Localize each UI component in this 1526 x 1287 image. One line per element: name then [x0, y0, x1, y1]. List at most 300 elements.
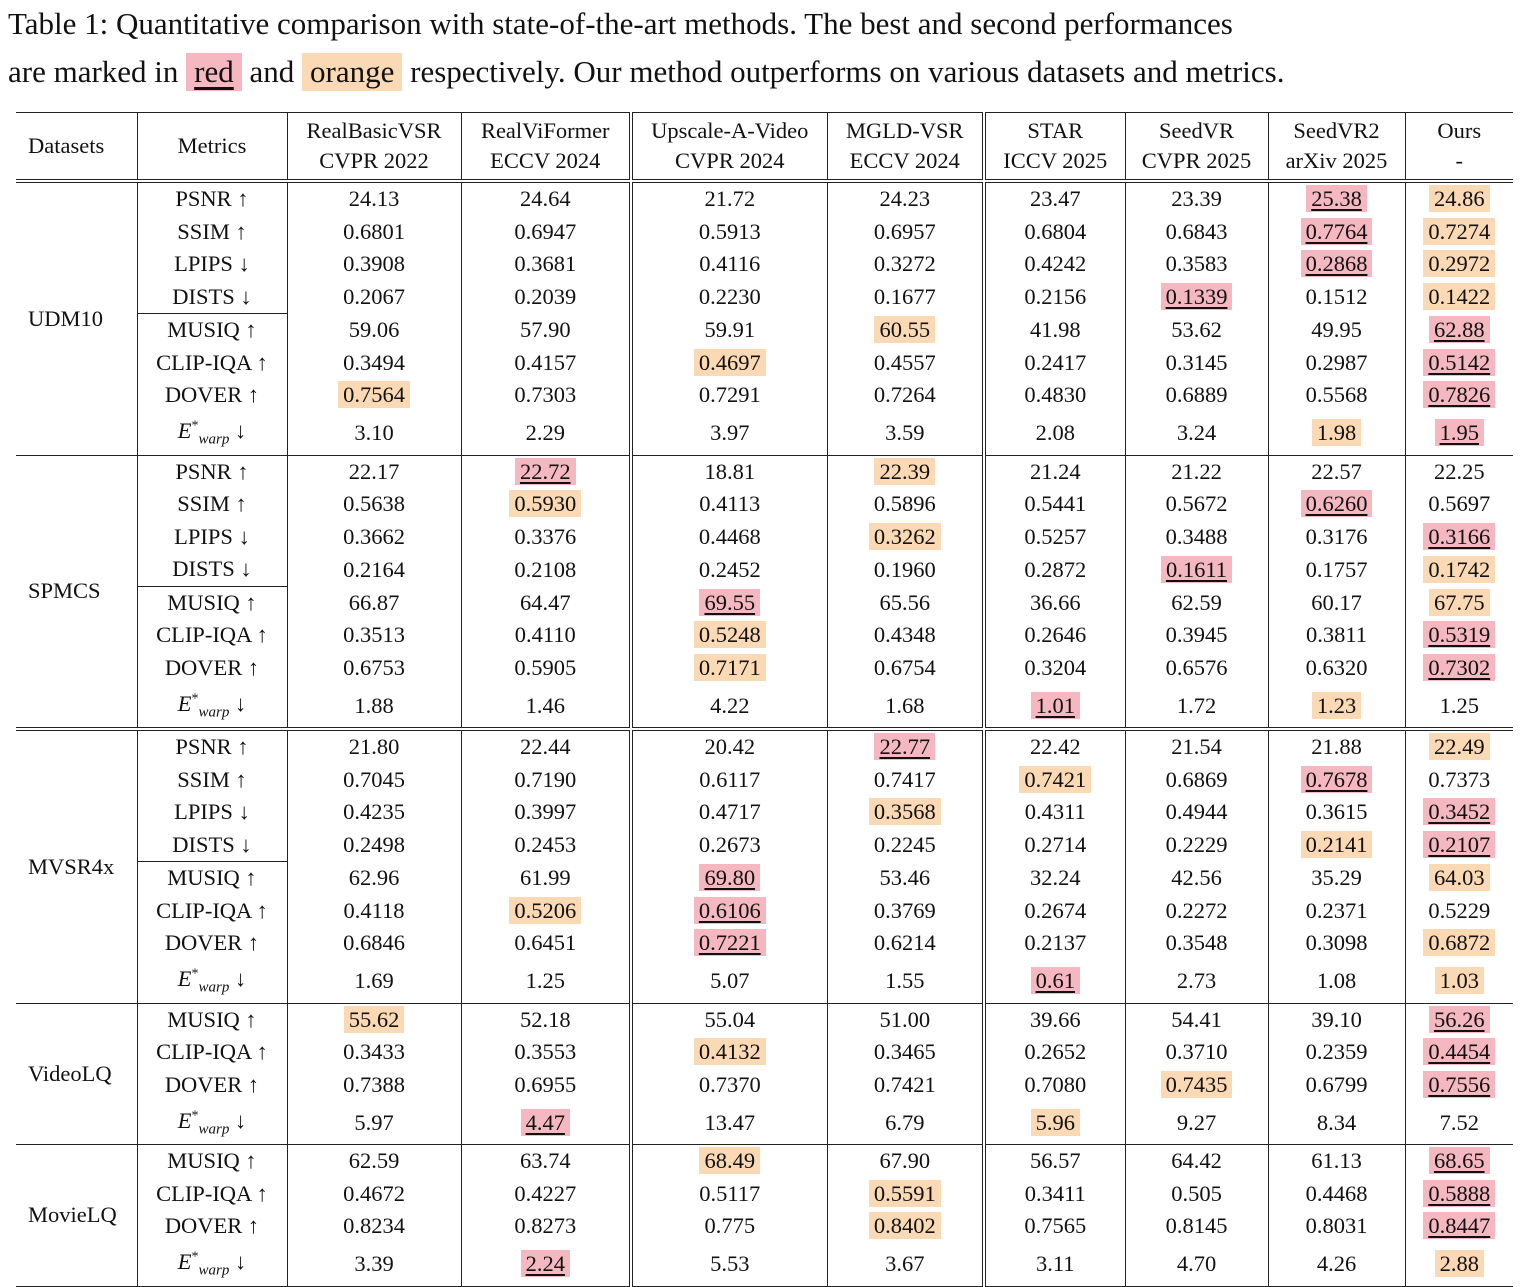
value-cell — [1268, 684, 1405, 728]
value-cell — [461, 1243, 631, 1287]
metric-label: DOVER ↑ — [137, 1210, 287, 1243]
value: 53.46 — [879, 865, 931, 890]
header-method: MGLD-VSR ECCV 2024 — [827, 113, 984, 180]
value-cell — [984, 1101, 1125, 1145]
value-cell — [461, 586, 631, 619]
value-cell — [287, 796, 461, 829]
value: 0.5896 — [873, 491, 936, 517]
value: 1.46 — [525, 692, 565, 718]
value-cell — [984, 829, 1125, 862]
table-row — [16, 895, 1513, 928]
value: 0.6846 — [343, 930, 405, 956]
value-cell — [1125, 553, 1268, 586]
value: 0.8234 — [343, 1213, 405, 1239]
metric-label: $E^*_{warp}$ ↓ — [137, 684, 287, 728]
value: 0.3908 — [343, 251, 405, 277]
value-cell — [1125, 1036, 1268, 1069]
value: 1.69 — [354, 968, 394, 993]
value-cell — [827, 895, 984, 928]
value-cell — [461, 1210, 631, 1243]
caption-line-1: Table 1: Quantitative comparison with state-of-the-art methods. The best and second performances — [8, 6, 1233, 41]
value-cell — [631, 1145, 827, 1178]
value: 53.62 — [1171, 317, 1222, 342]
best-value: 0.8447 — [1423, 1212, 1495, 1239]
best-value: 0.3166 — [1423, 523, 1495, 550]
value-cell — [287, 1101, 461, 1145]
caption-text: respectively. Our method outperforms on various datasets and metrics. — [410, 54, 1285, 89]
value: 24.13 — [348, 186, 400, 212]
value-cell — [1268, 248, 1405, 281]
value-cell — [1125, 379, 1268, 412]
value-cell — [287, 1243, 461, 1287]
value-cell — [287, 1069, 461, 1102]
value-cell — [1268, 379, 1405, 412]
second-value: 0.3568 — [869, 798, 941, 825]
second-value: 1.03 — [1435, 967, 1484, 994]
second-value: 0.6872 — [1423, 929, 1495, 956]
value: 21.72 — [704, 186, 756, 212]
value-cell — [461, 862, 631, 895]
value-cell — [461, 960, 631, 1004]
metric-label: PSNR ↑ — [137, 455, 287, 488]
metric-label: LPIPS ↓ — [137, 796, 287, 829]
value-cell — [984, 862, 1125, 895]
value: 0.6754 — [873, 654, 936, 680]
value: 22.44 — [519, 734, 571, 760]
value: 0.505 — [1171, 1180, 1222, 1206]
value-cell — [1125, 521, 1268, 554]
value: 0.5638 — [343, 491, 405, 517]
value-cell — [1268, 488, 1405, 521]
value-cell — [1268, 314, 1405, 347]
best-value: 0.7556 — [1423, 1071, 1495, 1098]
value: 0.2371 — [1305, 897, 1368, 923]
value-cell — [1125, 455, 1268, 488]
table-row — [16, 379, 1513, 412]
value-cell — [287, 895, 461, 928]
value-cell — [461, 927, 631, 960]
value: 59.91 — [704, 317, 756, 342]
dataset-name: UDM10 — [16, 183, 137, 456]
value: 0.2067 — [343, 284, 405, 309]
value: 62.96 — [348, 865, 400, 890]
second-value: 60.55 — [874, 316, 935, 343]
value-cell — [827, 412, 984, 456]
value-cell — [461, 619, 631, 652]
value: 62.59 — [348, 1148, 400, 1174]
dataset-name: MovieLQ — [16, 1145, 137, 1287]
header-row — [16, 113, 1513, 180]
table-row — [16, 731, 1513, 764]
value: 0.6320 — [1305, 654, 1368, 680]
value-cell — [1405, 1145, 1513, 1178]
best-value: 1.95 — [1435, 419, 1484, 446]
best-value: 69.55 — [699, 589, 760, 616]
value: 63.74 — [519, 1148, 571, 1174]
value-cell — [461, 895, 631, 928]
value: 0.3548 — [1165, 930, 1228, 956]
value-cell — [461, 521, 631, 554]
value: 0.4468 — [698, 523, 761, 549]
value-cell — [827, 553, 984, 586]
results-table — [16, 112, 1513, 1287]
header-method: SeedVR2 arXiv 2025 — [1268, 113, 1405, 180]
value-cell — [827, 1101, 984, 1145]
value: 24.64 — [519, 186, 571, 212]
table-row — [16, 216, 1513, 249]
metric-label: SSIM ↑ — [137, 216, 287, 249]
value-cell — [1125, 347, 1268, 380]
value: 0.7565 — [1024, 1213, 1087, 1239]
table-row — [16, 796, 1513, 829]
value: 6.79 — [885, 1109, 925, 1135]
best-value: 0.6106 — [694, 897, 766, 924]
table-row — [16, 1003, 1513, 1036]
second-value: 2.88 — [1435, 1250, 1484, 1277]
value: 0.4113 — [699, 491, 761, 517]
value: 0.4557 — [873, 349, 936, 375]
value: 1.55 — [885, 968, 925, 993]
caption-text: and — [249, 54, 295, 89]
value-cell — [287, 281, 461, 314]
value: 0.6214 — [873, 930, 936, 956]
table-row — [16, 829, 1513, 862]
value-cell — [1125, 586, 1268, 619]
value: 0.7421 — [873, 1071, 936, 1097]
value-cell — [827, 731, 984, 764]
value-cell — [827, 183, 984, 216]
value-cell — [984, 1003, 1125, 1036]
value-cell — [287, 764, 461, 797]
value: 4.22 — [710, 692, 750, 718]
value: 64.47 — [519, 589, 571, 615]
value-cell — [827, 347, 984, 380]
best-value: 4.47 — [521, 1109, 570, 1136]
value-cell — [287, 829, 461, 862]
value-cell — [287, 248, 461, 281]
second-value: 0.5206 — [509, 897, 581, 924]
value-cell — [631, 960, 827, 1004]
table-row — [16, 1101, 1513, 1145]
value: 0.2417 — [1024, 349, 1087, 375]
value-cell — [984, 652, 1125, 685]
value: 62.59 — [1171, 589, 1222, 615]
value-cell — [1125, 652, 1268, 685]
table-row — [16, 1178, 1513, 1211]
value: 0.2714 — [1024, 832, 1087, 857]
value-cell — [984, 1243, 1125, 1287]
value: 0.3662 — [343, 523, 405, 549]
value: 0.3681 — [514, 251, 577, 277]
value-cell — [631, 895, 827, 928]
value-cell — [287, 314, 461, 347]
value-cell — [461, 1178, 631, 1211]
best-value: 1.01 — [1031, 692, 1080, 719]
best-value: 0.61 — [1031, 967, 1080, 994]
value: 3.24 — [1176, 420, 1217, 445]
value: 0.3465 — [873, 1039, 936, 1065]
value-cell — [1405, 1003, 1513, 1036]
value: 0.1677 — [873, 284, 936, 309]
value: 0.2039 — [514, 284, 577, 309]
value-cell — [1405, 586, 1513, 619]
value-cell — [631, 586, 827, 619]
value-cell — [461, 684, 631, 728]
value-cell — [827, 652, 984, 685]
second-value: 5.96 — [1031, 1109, 1080, 1136]
value: 0.3488 — [1165, 523, 1228, 549]
value: 0.6869 — [1165, 766, 1228, 792]
value: 0.6947 — [514, 218, 577, 244]
value-cell — [1268, 895, 1405, 928]
value: 0.5441 — [1024, 491, 1087, 517]
value-cell — [461, 652, 631, 685]
metric-label: DOVER ↑ — [137, 379, 287, 412]
value-cell — [984, 764, 1125, 797]
value-cell — [984, 488, 1125, 521]
value-cell — [1125, 1101, 1268, 1145]
value-cell — [1125, 895, 1268, 928]
table-row — [16, 586, 1513, 619]
value-cell — [984, 379, 1125, 412]
value-cell — [631, 731, 827, 764]
value: 0.4672 — [343, 1180, 405, 1206]
value: 0.6799 — [1305, 1071, 1368, 1097]
value-cell — [1405, 796, 1513, 829]
value-cell — [631, 1036, 827, 1069]
value-cell — [287, 927, 461, 960]
value: 21.80 — [348, 734, 400, 760]
value: 0.4468 — [1305, 1180, 1368, 1206]
value-cell — [1268, 1210, 1405, 1243]
value: 0.3176 — [1305, 523, 1368, 549]
value-cell — [631, 455, 827, 488]
value-cell — [461, 455, 631, 488]
value-cell — [1268, 862, 1405, 895]
header-method: RealBasicVSR CVPR 2022 — [287, 113, 461, 180]
best-value: 2.24 — [521, 1250, 570, 1277]
table-row — [16, 281, 1513, 314]
value: 0.3945 — [1165, 622, 1228, 648]
value: 0.2674 — [1024, 897, 1087, 923]
value: 0.6955 — [514, 1071, 577, 1097]
value: 0.6576 — [1165, 654, 1228, 680]
value: 1.25 — [525, 968, 565, 993]
value-cell — [1268, 960, 1405, 1004]
value: 42.56 — [1171, 865, 1222, 890]
value: 0.7373 — [1428, 766, 1491, 792]
value: 2.08 — [1035, 420, 1075, 445]
value: 0.7291 — [698, 382, 761, 408]
value: 20.42 — [704, 734, 756, 760]
value-cell — [631, 764, 827, 797]
metric-label: MUSIQ ↑ — [137, 1003, 287, 1036]
value-cell — [984, 216, 1125, 249]
value-cell — [631, 1210, 827, 1243]
second-value: 0.1422 — [1423, 283, 1495, 310]
value-cell — [1268, 281, 1405, 314]
value: 1.25 — [1439, 692, 1479, 718]
value: 0.2652 — [1024, 1039, 1087, 1065]
second-value: 0.2972 — [1423, 250, 1495, 277]
value-cell — [631, 412, 827, 456]
table-row — [16, 1145, 1513, 1178]
best-value: 0.7764 — [1301, 218, 1373, 245]
value-cell — [631, 314, 827, 347]
value: 0.6801 — [343, 218, 405, 244]
value: 0.3494 — [343, 349, 405, 375]
value-cell — [287, 521, 461, 554]
value-cell — [461, 731, 631, 764]
value: 0.2359 — [1305, 1039, 1368, 1065]
value-cell — [1125, 960, 1268, 1004]
value-cell — [984, 960, 1125, 1004]
dataset-block — [16, 731, 1513, 1004]
value: 18.81 — [704, 458, 756, 484]
value: 39.66 — [1029, 1006, 1081, 1032]
best-value: 0.2868 — [1301, 250, 1373, 277]
value: 21.24 — [1029, 458, 1081, 484]
value-cell — [287, 216, 461, 249]
value-cell — [827, 281, 984, 314]
value: 61.99 — [519, 865, 571, 890]
value-cell — [461, 796, 631, 829]
value-cell — [287, 652, 461, 685]
metric-label: CLIP-IQA ↑ — [137, 1036, 287, 1069]
value: 0.2137 — [1024, 930, 1087, 956]
metric-label: PSNR ↑ — [137, 183, 287, 216]
value-cell — [287, 960, 461, 1004]
value-cell — [1125, 314, 1268, 347]
best-value: 0.7678 — [1301, 766, 1373, 793]
header-method: STAR ICCV 2025 — [984, 113, 1125, 180]
table-row — [16, 248, 1513, 281]
value: 0.3098 — [1305, 930, 1368, 956]
second-value: 0.7274 — [1423, 218, 1495, 245]
value: 22.42 — [1029, 734, 1081, 760]
value: 60.17 — [1311, 589, 1362, 615]
second-value: 0.7171 — [694, 654, 766, 681]
value: 3.10 — [354, 420, 394, 445]
dataset-block — [16, 183, 1513, 456]
value: 23.39 — [1171, 186, 1222, 212]
value-cell — [827, 1036, 984, 1069]
value-cell — [631, 829, 827, 862]
value-cell — [827, 796, 984, 829]
table-row — [16, 553, 1513, 586]
value: 0.3513 — [343, 622, 405, 648]
value: 0.8031 — [1305, 1213, 1368, 1239]
value-cell — [631, 347, 827, 380]
value-cell — [461, 216, 631, 249]
value: 0.6451 — [514, 930, 577, 956]
value-cell — [1268, 927, 1405, 960]
value-cell — [984, 1145, 1125, 1178]
value: 0.7303 — [514, 382, 577, 408]
value-cell — [461, 553, 631, 586]
value-cell — [827, 1145, 984, 1178]
value: 0.5672 — [1165, 491, 1228, 517]
value-cell — [1405, 960, 1513, 1004]
second-value: 1.98 — [1312, 419, 1361, 446]
value: 0.7264 — [873, 382, 936, 408]
value-cell — [1125, 216, 1268, 249]
second-value: 0.5930 — [509, 490, 581, 517]
value: 0.6889 — [1165, 382, 1228, 408]
value-cell — [827, 1210, 984, 1243]
value: 32.24 — [1029, 865, 1081, 890]
value-cell — [827, 927, 984, 960]
metric-label: SSIM ↑ — [137, 488, 287, 521]
value-cell — [984, 927, 1125, 960]
second-value: 0.2141 — [1301, 831, 1373, 858]
header-metrics: Metrics — [137, 113, 287, 180]
second-value: 22.39 — [874, 458, 935, 485]
value-cell — [827, 488, 984, 521]
value: 0.775 — [704, 1213, 756, 1239]
value: 0.7388 — [343, 1071, 405, 1097]
value-cell — [1405, 829, 1513, 862]
value-cell — [1268, 586, 1405, 619]
table-row — [16, 684, 1513, 728]
value-cell — [827, 521, 984, 554]
value: 0.8273 — [514, 1213, 577, 1239]
header-method: SeedVR CVPR 2025 — [1125, 113, 1268, 180]
value: 0.3433 — [343, 1039, 405, 1065]
dataset-name: VideoLQ — [16, 1003, 137, 1145]
value-cell — [1405, 379, 1513, 412]
value-cell — [461, 1003, 631, 1036]
value: 0.2673 — [698, 832, 761, 857]
value-cell — [1125, 1069, 1268, 1102]
dataset-block — [16, 1003, 1513, 1145]
best-value: 69.80 — [699, 864, 760, 891]
value-cell — [631, 281, 827, 314]
value: 0.5913 — [698, 218, 761, 244]
value: 66.87 — [348, 589, 400, 615]
value: 0.3769 — [873, 897, 936, 923]
best-value: 56.26 — [1429, 1006, 1490, 1033]
value-cell — [631, 796, 827, 829]
value-cell — [461, 1101, 631, 1145]
value: 0.5697 — [1428, 491, 1491, 517]
value-cell — [461, 379, 631, 412]
value-cell — [1268, 796, 1405, 829]
value-cell — [287, 183, 461, 216]
value-cell — [827, 586, 984, 619]
value: 57.90 — [519, 317, 571, 342]
value-cell — [1268, 829, 1405, 862]
value-cell — [1125, 183, 1268, 216]
value-cell — [984, 1210, 1125, 1243]
value: 0.2108 — [514, 556, 577, 582]
value: 2.73 — [1176, 968, 1217, 993]
value-cell — [1405, 1036, 1513, 1069]
second-value: 67.75 — [1429, 589, 1490, 616]
value: 0.4116 — [699, 251, 761, 277]
value-cell — [827, 764, 984, 797]
value-cell — [1405, 488, 1513, 521]
value: 1.88 — [354, 692, 394, 718]
value-cell — [1405, 764, 1513, 797]
value-cell — [461, 347, 631, 380]
dataset-block — [16, 1145, 1513, 1287]
value-cell — [827, 829, 984, 862]
value-cell — [1125, 1178, 1268, 1211]
value-cell — [631, 553, 827, 586]
caption-text: are marked in — [8, 54, 179, 89]
table-row — [16, 1069, 1513, 1102]
